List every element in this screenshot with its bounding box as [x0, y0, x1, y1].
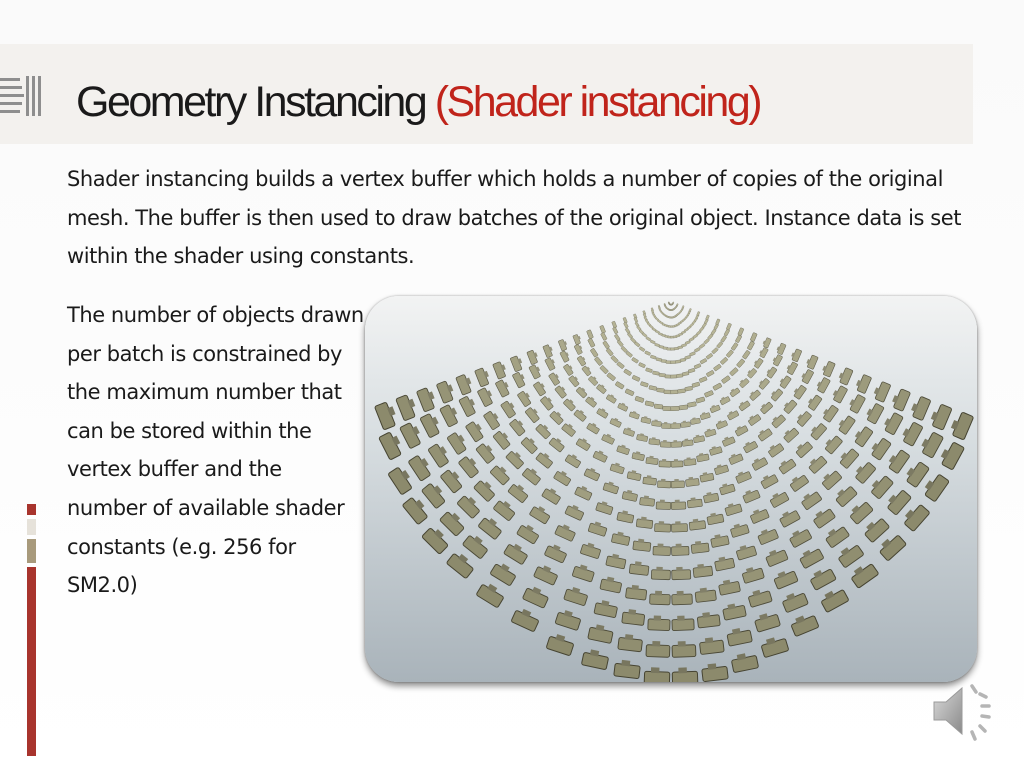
train-instance [672, 619, 694, 631]
title-accent: (Shader instancing) [434, 78, 761, 126]
train-instance [656, 502, 671, 510]
train-instance [657, 481, 670, 488]
train-cab [658, 544, 664, 548]
train-cab [683, 421, 686, 423]
train-cab [625, 634, 633, 640]
train-cab [656, 567, 662, 571]
train-cab [677, 616, 684, 621]
train-instance [671, 390, 679, 394]
intro-paragraph: Shader instancing builds a vertex buffer which holds a number of copies of the original mesh. The buffer is then used to draw batches of the original object. Instance data is set within the shader using constants. [67, 167, 962, 268]
instanced-trains-illustration [365, 296, 977, 682]
train-cab [705, 637, 713, 643]
train-instance [678, 389, 686, 394]
train-instance [662, 424, 672, 429]
train-cab [660, 500, 665, 503]
train-cab [655, 591, 662, 596]
train-cab [673, 440, 677, 443]
train-cab [675, 521, 680, 525]
train-cab [661, 479, 666, 482]
train-instance [657, 388, 665, 393]
train-cab [647, 475, 652, 478]
train-cab [663, 440, 667, 443]
train-cab [641, 517, 647, 521]
train-instance [651, 570, 670, 580]
train-cab [676, 544, 682, 548]
train-cab [654, 616, 661, 621]
train-cab [635, 561, 642, 566]
train-cab [651, 667, 660, 673]
train-cab [691, 497, 696, 501]
train-instance [653, 546, 671, 555]
train-cab [675, 500, 680, 503]
train-instance [672, 594, 693, 605]
train-instance [676, 374, 683, 378]
train-cab [628, 609, 636, 615]
train-cab [652, 641, 660, 646]
train-instance [655, 524, 671, 532]
title-main: Geometry Instancing [76, 78, 426, 126]
train-cab [621, 660, 630, 667]
train-cab [700, 588, 707, 593]
train-cab [654, 420, 657, 422]
train-instance [659, 461, 671, 467]
train-instance [648, 619, 670, 631]
train-cab [644, 496, 649, 500]
train-instance [671, 375, 678, 378]
train-instance [671, 546, 689, 555]
train-instance [671, 424, 681, 429]
train-cab [638, 539, 644, 543]
stripes-icon [0, 76, 44, 118]
train-instance [671, 442, 682, 448]
train-instance [671, 524, 687, 532]
train-instance [679, 405, 688, 410]
train-cab [674, 479, 679, 482]
train-instance [660, 442, 671, 448]
train-instance [659, 373, 666, 377]
instancing-render-image [365, 296, 977, 682]
speaker-icon[interactable] [928, 676, 998, 746]
train-instance [654, 404, 663, 409]
train-cab [662, 459, 666, 462]
train-instance [671, 461, 683, 467]
train-instance [671, 502, 686, 510]
train-cab [676, 567, 682, 571]
train-instance [664, 390, 672, 394]
train-cab [685, 439, 689, 442]
train-instance [671, 481, 684, 488]
train-cab [673, 422, 676, 424]
train-cab [674, 459, 678, 462]
train-cab [678, 641, 686, 646]
train-cab [664, 422, 667, 424]
train-instance [650, 594, 671, 605]
train-cab [702, 612, 710, 618]
train-instance [672, 645, 696, 658]
side-accent-bar [27, 504, 36, 756]
train-instance [646, 645, 670, 658]
train-cab [652, 437, 656, 440]
train-cab [697, 564, 704, 569]
slide-title [76, 72, 760, 132]
body-paragraph: The number of objects drawn per batch is constrained by the maximum number that can be stored within the vertex buffer and the number of available shader constants (e.g. 256 for SM2.0) [67, 303, 364, 598]
train-cab [686, 457, 690, 460]
train-cab [693, 519, 699, 523]
train-cab [695, 541, 701, 545]
train-instance [671, 406, 680, 411]
train-instance [672, 570, 691, 580]
train-cab [649, 456, 653, 459]
train-cab [632, 585, 639, 590]
train-instance [663, 406, 672, 411]
train-cab [688, 477, 693, 480]
train-cab [678, 667, 687, 673]
train-cab [659, 521, 664, 525]
train-cab [677, 591, 684, 596]
train-cab [708, 663, 717, 670]
